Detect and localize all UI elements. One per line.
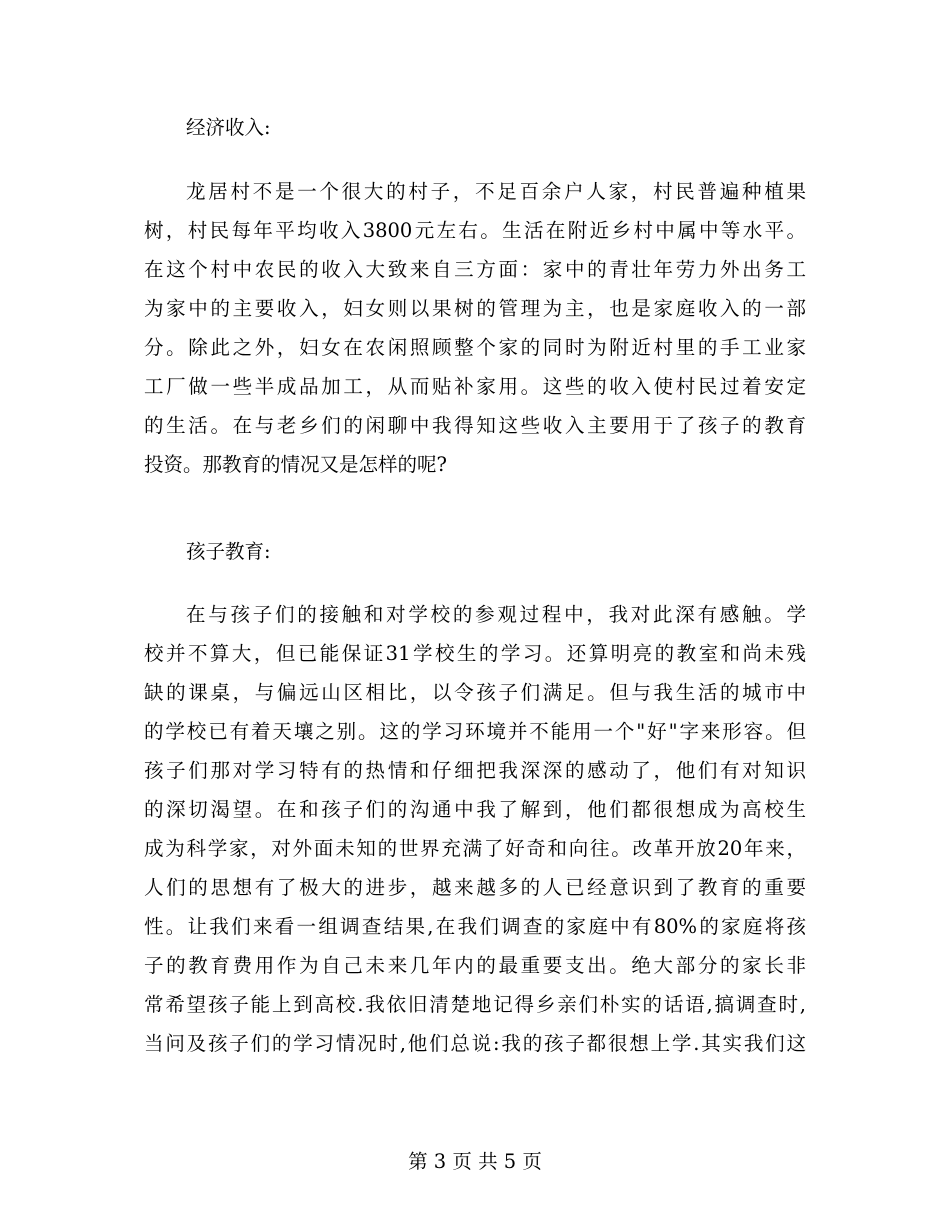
paragraph-line: 为家中的主要收入，妇女则以果树的管理为主，也是家庭收入的一部: [144, 297, 806, 320]
paragraph-line: 龙居村不是一个很大的村子，不足百余户人家，村民普遍种植果: [186, 180, 806, 203]
paragraph-line: 孩子们那对学习特有的热情和仔细把我深深的感动了，他们有对知识: [144, 759, 806, 782]
paragraph-line: 树，村民每年平均收入3800元左右。生活在附近乡村中属中等水平。: [144, 219, 806, 242]
paragraph-line: 投资。那教育的情况又是怎样的呢?: [144, 453, 447, 476]
paragraph-line: 在与孩子们的接触和对学校的参观过程中，我对此深有感触。学: [186, 603, 806, 626]
paragraph-line: 成为科学家，对外面未知的世界充满了好奇和向往。改革开放20年来，: [144, 837, 806, 860]
section-heading-education: 孩子教育:: [186, 540, 271, 563]
paragraph-line: 在这个村中农民的收入大致来自三方面：家中的青壮年劳力外出务工: [144, 258, 806, 281]
paragraph-line: 分。除此之外，妇女在农闲照顾整个家的同时为附近村里的手工业家: [144, 336, 806, 359]
paragraph-line: 子的教育费用作为自己未来几年内的最重要支出。绝大部分的家长非: [144, 954, 806, 977]
paragraph-line: 当问及孩子们的学习情况时,他们总说:我的孩子都很想上学.其实我们这: [144, 1032, 806, 1055]
paragraph-line: 的学校已有着天壤之别。这的学习环境并不能用一个"好"字来形容。但: [144, 720, 806, 743]
paragraph-line: 人们的思想有了极大的进步，越来越多的人已经意识到了教育的重要: [144, 876, 806, 899]
paragraph-line: 工厂做一些半成品加工，从而贴补家用。这些的收入使村民过着安定: [144, 375, 806, 398]
page-number-footer: 第 3 页 共 5 页: [408, 1150, 542, 1173]
section-heading-income: 经济收入:: [186, 116, 271, 139]
paragraph-line: 的深切渴望。在和孩子们的沟通中我了解到，他们都很想成为高校生: [144, 798, 806, 821]
paragraph-line: 校并不算大，但已能保证31学校生的学习。还算明亮的教室和尚未残: [144, 642, 806, 665]
paragraph-line: 常希望孩子能上到高校.我依旧清楚地记得乡亲们朴实的话语,搞调查时,: [144, 993, 806, 1016]
paragraph-line: 的生活。在与老乡们的闲聊中我得知这些收入主要用于了孩子的教育: [144, 414, 806, 437]
paragraph-line: 性。让我们来看一组调查结果,在我们调查的家庭中有80%的家庭将孩: [144, 915, 806, 938]
paragraph-line: 缺的课桌，与偏远山区相比，以令孩子们满足。但与我生活的城市中: [144, 681, 806, 704]
